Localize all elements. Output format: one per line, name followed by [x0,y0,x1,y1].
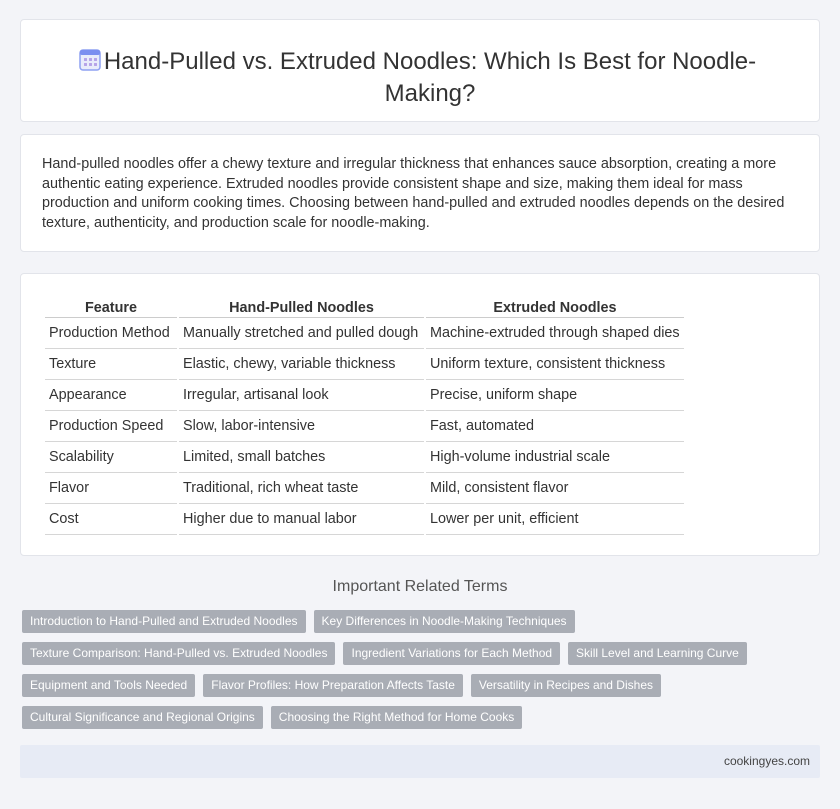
table-cell: Traditional, rich wheat taste [179,473,424,504]
table-cell: Limited, small batches [179,442,424,473]
table-row [45,411,684,442]
table-cell: Manually stretched and pulled dough [179,318,424,349]
table-header-row [45,298,684,318]
intro-card [20,134,820,252]
table-row [45,442,684,473]
column-header: Extruded Noodles [426,298,684,318]
table-cell: Production Method [45,318,177,349]
related-term-tag[interactable]: Equipment and Tools Needed [22,674,195,697]
related-term-tag[interactable]: Cultural Significance and Regional Origins [22,706,263,729]
related-term-tag[interactable]: Flavor Profiles: How Preparation Affects Taste [203,674,463,697]
table-cell: Machine-extruded through shaped dies [426,318,684,349]
related-term-tag[interactable]: Ingredient Variations for Each Method [343,642,560,665]
table-cell: Scalability [45,442,177,473]
table-cell: Precise, uniform shape [426,380,684,411]
table-cell: High-volume industrial scale [426,442,684,473]
footer-site-link[interactable]: cookingyes.com [723,754,810,768]
title-card [20,19,820,122]
column-header: Feature [45,298,177,318]
related-term-tag[interactable]: Skill Level and Learning Curve [568,642,747,665]
comparison-card [20,273,820,556]
tag-row [22,706,802,729]
tag-row [22,674,802,697]
column-header: Hand-Pulled Noodles [179,298,424,318]
table-row [45,318,684,349]
table-row [45,349,684,380]
table-cell: Higher due to manual labor [179,504,424,535]
page-title: Hand-Pulled vs. Extruded Noodles: Which Is Best for Noodle-Making? [103,48,757,107]
intro-paragraph: Hand-pulled noodles offer a chewy texture and irregular thickness that enhances sauce absorption, creating a more authentic eating experience. Extruded noodles provide consistent shape and size, making them ideal for mass production and uniform cooking times. Choosing between hand-pulled and extruded noodles depends on the desired texture, authenticity, and production scale for noodle-making. [42,156,785,231]
table-cell: Slow, labor-intensive [179,411,424,442]
table-cell: Lower per unit, efficient [426,504,684,535]
tag-row [22,642,802,665]
table-cell: Texture [45,349,177,380]
table-row [45,380,684,411]
table-cell: Production Speed [45,411,177,442]
related-term-tag[interactable]: Versatility in Recipes and Dishes [471,674,661,697]
related-terms-title: Important Related Terms [332,578,508,595]
table-row [45,504,684,535]
related-term-tag[interactable]: Introduction to Hand-Pulled and Extruded Noodles [22,610,306,633]
table-cell: Irregular, artisanal look [179,380,424,411]
table-cell: Flavor [45,473,177,504]
related-term-tag[interactable]: Key Differences in Noodle-Making Techniques [314,610,575,633]
table-cell: Fast, automated [426,411,684,442]
table-cell: Mild, consistent flavor [426,473,684,504]
footer [20,745,820,778]
table-row [45,473,684,504]
related-term-tag[interactable]: Texture Comparison: Hand-Pulled vs. Extruded Noodles [22,642,335,665]
table-cell: Uniform texture, consistent thickness [426,349,684,380]
table-cell: Elastic, chewy, variable thickness [179,349,424,380]
related-term-tag[interactable]: Choosing the Right Method for Home Cooks [271,706,522,729]
related-terms-list [22,610,802,738]
comparison-table [43,298,686,535]
table-cell: Appearance [45,380,177,411]
table-cell: Cost [45,504,177,535]
tag-row [22,610,802,633]
